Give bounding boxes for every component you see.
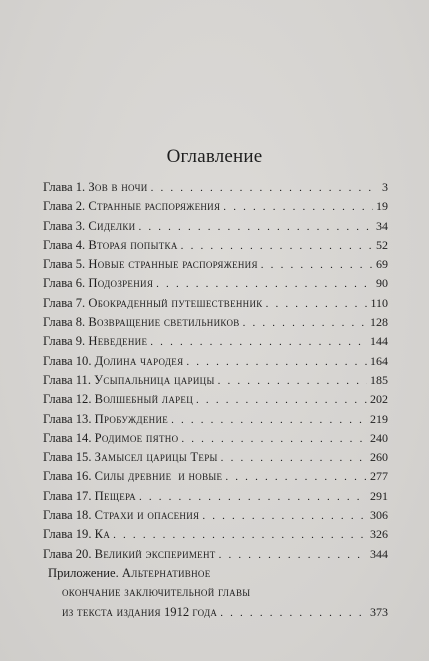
toc-entry-label: Глава 4. Вторая попытка: [43, 237, 178, 252]
toc-page-number: 19: [376, 199, 388, 214]
dot-leader: [171, 414, 367, 426]
toc-entry-label: Глава 5. Новые странные распоряжения: [43, 257, 258, 272]
dot-leader: [138, 221, 373, 233]
appendix-line-1: Приложение. Альтернативное: [48, 565, 211, 580]
dot-leader: [151, 182, 379, 194]
toc-entry-label: Глава 15. Замысел царицы Теры: [43, 450, 218, 465]
toc-entry-label: Глава 8. Возвращение светильников: [43, 315, 240, 330]
toc-page-number: 3: [382, 180, 388, 194]
dot-leader: [196, 394, 367, 406]
toc-page-number: 69: [376, 257, 388, 272]
toc-page-number: 164: [370, 353, 388, 368]
toc-entry-label: Глава 16. Силы древние и новые: [43, 469, 223, 484]
toc-entry: [43, 180, 388, 199]
toc-entry-label: Глава 6. Подозрения: [43, 276, 154, 291]
toc-page-number: 240: [370, 430, 388, 445]
toc-page-number: 344: [370, 546, 388, 561]
toc-page-number: 110: [370, 295, 388, 310]
toc-entry-label: Глава 2. Странные распоряжения: [43, 199, 221, 214]
toc-page-number: 291: [370, 488, 388, 503]
toc-entry: [43, 547, 388, 566]
toc-entry: [43, 392, 388, 411]
toc-page-number: 326: [370, 527, 388, 542]
toc-appendix-entry: [43, 566, 388, 624]
dot-leader: [266, 298, 368, 310]
toc-entry: [43, 219, 388, 238]
toc-entry: [43, 489, 388, 508]
toc-page-number: 185: [370, 372, 388, 387]
dot-leader: [218, 375, 367, 387]
toc-page-number: 260: [370, 450, 388, 465]
toc-entry-label: Глава 13. Пробуждение: [43, 411, 169, 426]
toc-entry-label: Глава 3. Сиделки: [43, 218, 136, 233]
dot-leader: [139, 491, 367, 503]
appendix-line-3: из текста издания 1912 года . . . 373: [48, 605, 388, 624]
dot-leader: [186, 356, 367, 368]
toc-entry-label: Глава 1. Зов в ночи: [43, 180, 148, 194]
toc-page-number: 219: [370, 411, 388, 426]
toc-entry: [43, 431, 388, 450]
toc-entry: [43, 257, 388, 276]
toc-page-number: 202: [370, 392, 388, 407]
toc-entry-label: Глава 14. Родимое пятно: [43, 430, 179, 445]
dot-leader: [150, 336, 367, 348]
toc-entry-label: Глава 17. Пещера: [43, 488, 136, 503]
toc-entry: [43, 315, 388, 334]
toc-entry-label: Глава 19. Ка: [43, 527, 111, 542]
toc-entry: [43, 354, 388, 373]
toc-entry-label: Глава 7. Обокраденный путешественник: [43, 295, 263, 310]
dot-leader: [225, 471, 367, 483]
dot-leader: [181, 433, 367, 445]
toc-entry: [43, 296, 388, 315]
dot-leader: [221, 452, 367, 464]
toc-entry-label: Глава 18. Страхи и опасения: [43, 508, 200, 523]
dot-leader: [181, 240, 373, 252]
dot-leader: [113, 529, 367, 541]
toc-page-number: 306: [370, 508, 388, 523]
toc-entry-label: Глава 9. Неведение: [43, 334, 148, 349]
toc-entry-label: Глава 12. Волшебный ларец: [43, 392, 194, 407]
toc-entry: [43, 508, 388, 527]
dot-leader: [219, 549, 367, 561]
dot-leader: [243, 317, 367, 329]
toc-entry: [43, 276, 388, 295]
toc-page-number: 128: [370, 315, 388, 330]
dot-leader: [223, 201, 373, 213]
toc-page-number: 277: [370, 469, 388, 484]
toc-page-number: 52: [376, 237, 388, 252]
toc-entry: [43, 469, 388, 488]
toc-entry: [43, 450, 388, 469]
dot-leader: [156, 278, 373, 290]
toc-entry-label: Глава 11. Усыпальница царицы: [43, 372, 215, 387]
toc-entry: [43, 238, 388, 257]
toc-page-number: 34: [376, 218, 388, 233]
toc-page-number: 90: [376, 276, 388, 291]
toc-page-number: 373: [370, 604, 388, 619]
dot-leader: [261, 259, 373, 271]
toc-entry-label: Глава 20. Великий эксперимент: [43, 546, 216, 561]
appendix-line-2: окончание заключительной главы: [62, 585, 251, 600]
toc-entry: [43, 373, 388, 392]
page-title: Оглавление: [166, 146, 263, 167]
toc-entry: [43, 527, 388, 546]
toc-page-number: 144: [370, 334, 388, 349]
toc-entry: [43, 199, 388, 218]
toc-entry: [43, 334, 388, 353]
toc-entry-label: Глава 10. Долина чародея: [43, 353, 184, 368]
dot-leader: [202, 510, 367, 522]
table-of-contents: [43, 180, 388, 624]
toc-entry: [43, 412, 388, 431]
dot-leader: [220, 607, 367, 619]
